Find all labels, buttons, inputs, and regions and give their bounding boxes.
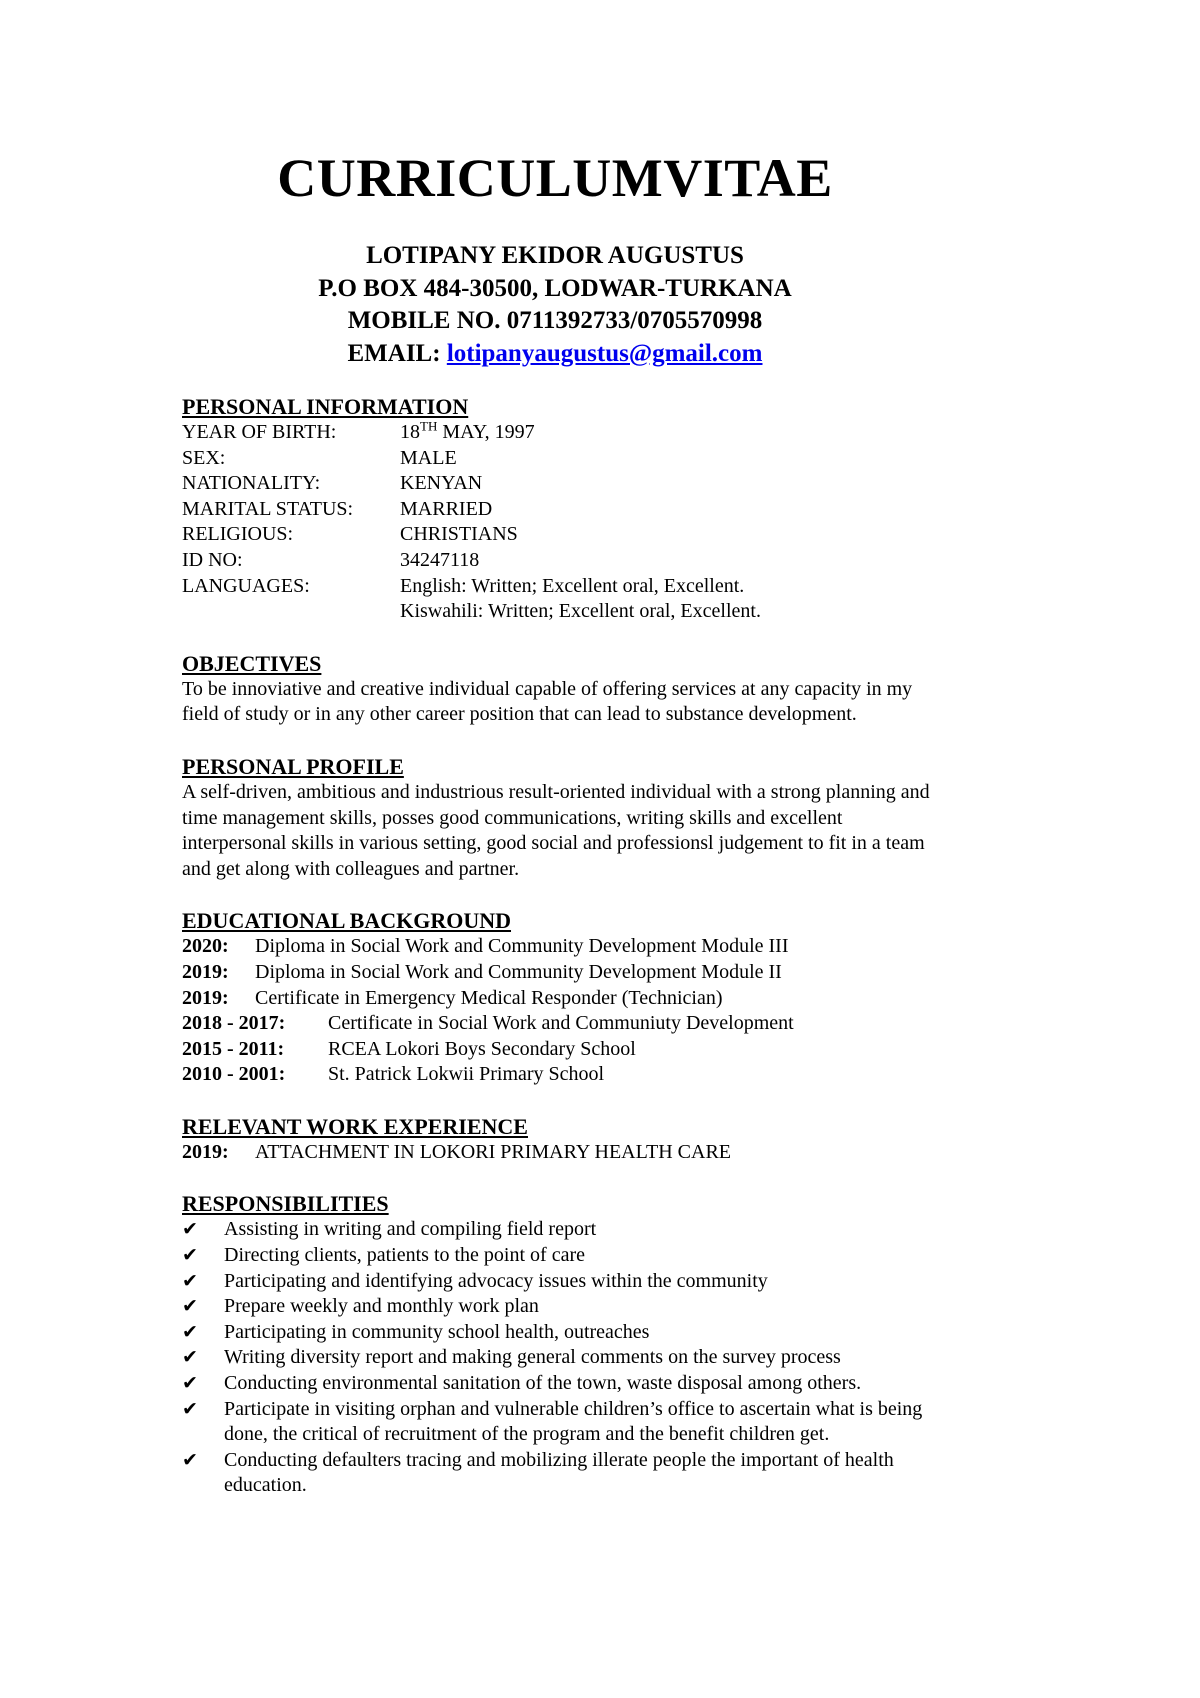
- info-value: CHRISTIANS: [400, 523, 518, 546]
- profile-line: A self-driven, ambitious and industrious result-oriented individual with a strong planning and: [182, 780, 930, 803]
- work-text: ATTACHMENT IN LOKORI PRIMARY HEALTH CARE: [255, 1140, 732, 1163]
- responsibility-text: [224, 1269, 1042, 1295]
- work-heading: RELEVANT WORK EXPERIENCE: [182, 1113, 528, 1139]
- email-link[interactable]: lotipanyaugustus@gmail.com: [446, 339, 763, 367]
- info-label: MARITAL STATUS:: [182, 497, 354, 520]
- education-year: 2019:: [182, 960, 229, 983]
- education-year: 2015 - 2011:: [182, 1037, 285, 1060]
- education-text: Certificate in Emergency Medical Responder (Technician): [255, 986, 723, 1009]
- info-label: ID NO:: [182, 548, 243, 571]
- education-item: [182, 986, 1042, 1012]
- responsibilities-list: [182, 1217, 1042, 1499]
- languages-row: [182, 574, 1042, 625]
- education-year: 2018 - 2017:: [182, 1012, 286, 1035]
- info-label: RELIGIOUS:: [182, 523, 294, 546]
- responsibility-line: Participating in community school health, outreaches: [224, 1320, 650, 1343]
- responsibility-item: [182, 1371, 1042, 1397]
- email-line: [0, 338, 1110, 371]
- info-row: [182, 548, 1042, 574]
- education-text: Certificate in Social Work and Communiuty Development: [328, 1012, 794, 1035]
- responsibility-line: Participate in visiting orphan and vulnerable children’s office to ascertain what is being: [224, 1397, 923, 1420]
- responsibility-line: education.: [224, 1474, 307, 1497]
- responsibilities-heading: RESPONSIBILITIES: [182, 1191, 389, 1217]
- responsibility-text: [224, 1320, 1042, 1346]
- education-year: 2019:: [182, 986, 229, 1009]
- responsibility-line: done, the critical of recruitment of the program and the benefit children get.: [224, 1423, 830, 1446]
- education-item: [182, 1037, 1042, 1063]
- email-label: EMAIL:: [347, 339, 447, 367]
- responsibility-line: Participating and identifying advocacy issues within the community: [224, 1269, 768, 1292]
- education-year: 2020:: [182, 935, 229, 958]
- info-row: [182, 446, 1042, 472]
- info-value: 34247118: [400, 548, 480, 571]
- info-label: SEX:: [182, 446, 226, 469]
- info-row: [182, 522, 1042, 548]
- mobile-number: MOBILE NO. 0711392733/0705570998: [347, 307, 763, 334]
- work-year: 2019:: [182, 1140, 229, 1163]
- responsibility-line: Writing diversity report and making general comments on the survey process: [224, 1346, 841, 1369]
- education-item: [182, 1011, 1042, 1037]
- contact-block: [0, 240, 1110, 370]
- responsibility-text: [224, 1371, 1042, 1397]
- responsibility-item: [182, 1294, 1042, 1320]
- check-mark-icon: ✔: [182, 1218, 198, 1241]
- education-text: Diploma in Social Work and Community Development Module III: [255, 935, 789, 958]
- postal-address: P.O BOX 484-30500, LODWAR-TURKANA: [318, 274, 792, 302]
- profile-line: and get along with colleagues and partner.: [182, 857, 520, 880]
- info-value: MALE: [400, 446, 457, 469]
- education-item: [182, 934, 1042, 960]
- education-item: [182, 1062, 1042, 1088]
- check-mark-icon: ✔: [182, 1320, 198, 1343]
- languages-label: LANGUAGES:: [182, 574, 310, 597]
- responsibility-text: [224, 1243, 1042, 1269]
- birth-value: 18TH MAY, 1997: [400, 418, 535, 443]
- check-mark-icon: ✔: [182, 1295, 198, 1318]
- language-kiswahili: Kiswahili: Written; Excellent oral, Excellent.: [400, 600, 761, 623]
- responsibility-text: [224, 1217, 1042, 1243]
- check-mark-icon: ✔: [182, 1372, 198, 1395]
- education-list: [182, 934, 1042, 1088]
- profile-line: interpersonal skills in various setting, good social and professionsl judgement to fit in a team: [182, 832, 925, 855]
- cv-body: [182, 394, 1042, 1499]
- responsibility-item: [182, 1269, 1042, 1295]
- education-year: 2010 - 2001:: [182, 1063, 286, 1086]
- responsibility-item: [182, 1345, 1042, 1371]
- responsibility-item: [182, 1217, 1042, 1243]
- personal-info-heading: PERSONAL INFORMATION: [182, 394, 469, 419]
- responsibility-line: Conducting defaulters tracing and mobilizing illerate people the important of health: [224, 1448, 894, 1471]
- check-mark-icon: ✔: [182, 1397, 198, 1420]
- info-value: KENYAN: [400, 472, 483, 495]
- objectives-line: field of study or in any other career position that can lead to substance development.: [182, 703, 857, 726]
- responsibility-text: [224, 1294, 1042, 1320]
- language-english: English: Written; Excellent oral, Excellent.: [400, 574, 745, 597]
- responsibility-item: [182, 1397, 1042, 1448]
- objectives-heading: OBJECTIVES: [182, 650, 322, 676]
- profile-heading: PERSONAL PROFILE: [182, 753, 404, 779]
- responsibility-line: Prepare weekly and monthly work plan: [224, 1295, 539, 1318]
- info-label: NATIONALITY:: [182, 472, 321, 495]
- responsibility-line: Assisting in writing and compiling field report: [224, 1218, 597, 1241]
- info-row: [182, 471, 1042, 497]
- profile-text: [182, 780, 1042, 882]
- profile-line: time management skills, posses good communications, writing skills and excellent: [182, 806, 843, 829]
- responsibility-text: [224, 1397, 1042, 1448]
- languages-value: [400, 574, 1042, 625]
- responsibility-line: Conducting environmental sanitation of the town, waste disposal among others.: [224, 1372, 862, 1395]
- education-text: St. Patrick Lokwii Primary School: [328, 1063, 605, 1086]
- check-mark-icon: ✔: [182, 1346, 198, 1369]
- education-text: Diploma in Social Work and Community Development Module II: [255, 960, 782, 983]
- info-row: [182, 497, 1042, 523]
- education-text: RCEA Lokori Boys Secondary School: [328, 1037, 636, 1060]
- work-row: [182, 1140, 1042, 1166]
- education-heading: EDUCATIONAL BACKGROUND: [182, 908, 512, 934]
- responsibility-text: [224, 1345, 1042, 1371]
- personal-info-rows: [182, 446, 1042, 574]
- objectives-text: [182, 677, 1042, 728]
- education-item: [182, 960, 1042, 986]
- objectives-line: To be innoviative and creative individual capable of offering services at any capacity in my: [182, 677, 913, 700]
- check-mark-icon: ✔: [182, 1269, 198, 1292]
- candidate-name: LOTIPANY EKIDOR AUGUSTUS: [366, 242, 744, 269]
- birth-label: YEAR OF BIRTH:: [182, 421, 337, 443]
- check-mark-icon: ✔: [182, 1448, 198, 1471]
- birth-row: [182, 420, 1042, 446]
- check-mark-icon: ✔: [182, 1244, 198, 1267]
- responsibility-item: [182, 1448, 1042, 1499]
- responsibility-line: Directing clients, patients to the point of care: [224, 1244, 585, 1267]
- responsibility-item: [182, 1243, 1042, 1269]
- info-value: MARRIED: [400, 497, 493, 520]
- responsibility-text: [224, 1448, 1042, 1499]
- document-title: CURRICULUMVITAE: [277, 148, 833, 208]
- responsibility-item: [182, 1320, 1042, 1346]
